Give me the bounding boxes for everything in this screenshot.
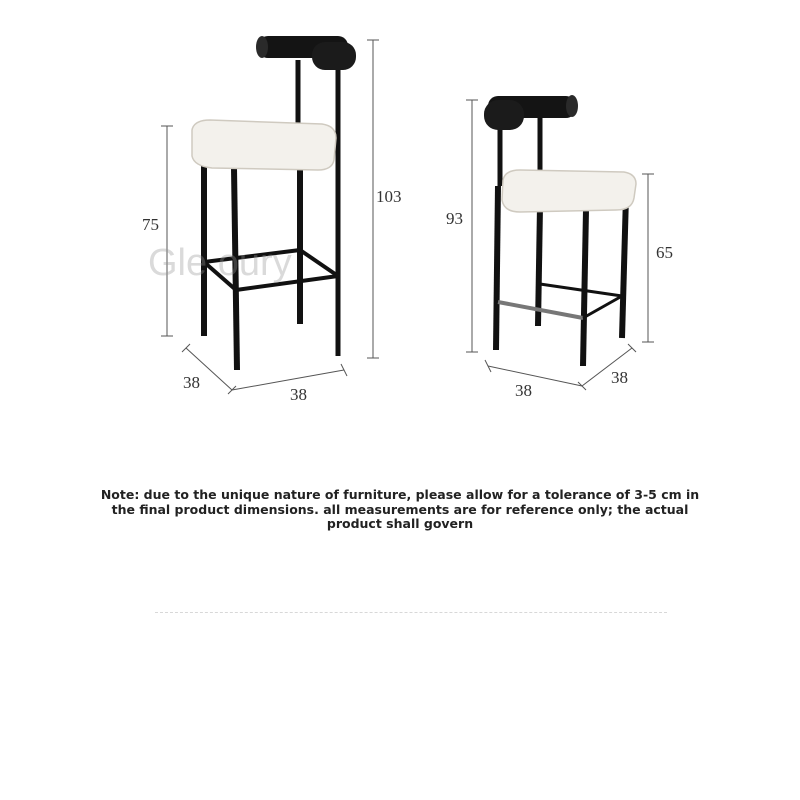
short-stool [484,95,636,366]
tall-width-label: 38 [290,385,307,404]
tolerance-note: Note: due to the unique nature of furniture, please allow for a tolerance of 3-5 cm in the final product dimensions. all measurements are for reference only; the actual product shall govern [100,487,700,531]
tall-stool [192,36,356,370]
short-seat-height-label: 65 [656,243,673,262]
tall-total-height-label: 103 [376,187,402,206]
short-width-label: 38 [515,381,532,400]
short-depth-label: 38 [611,368,628,387]
short-total-height-label: 93 [446,209,463,228]
divider [155,612,667,613]
tall-depth-label: 38 [183,373,200,392]
tall-stool-dimension-lines [161,40,379,394]
brand-watermark: Gle oury [148,242,292,284]
tall-seat-height-label: 75 [142,215,159,234]
